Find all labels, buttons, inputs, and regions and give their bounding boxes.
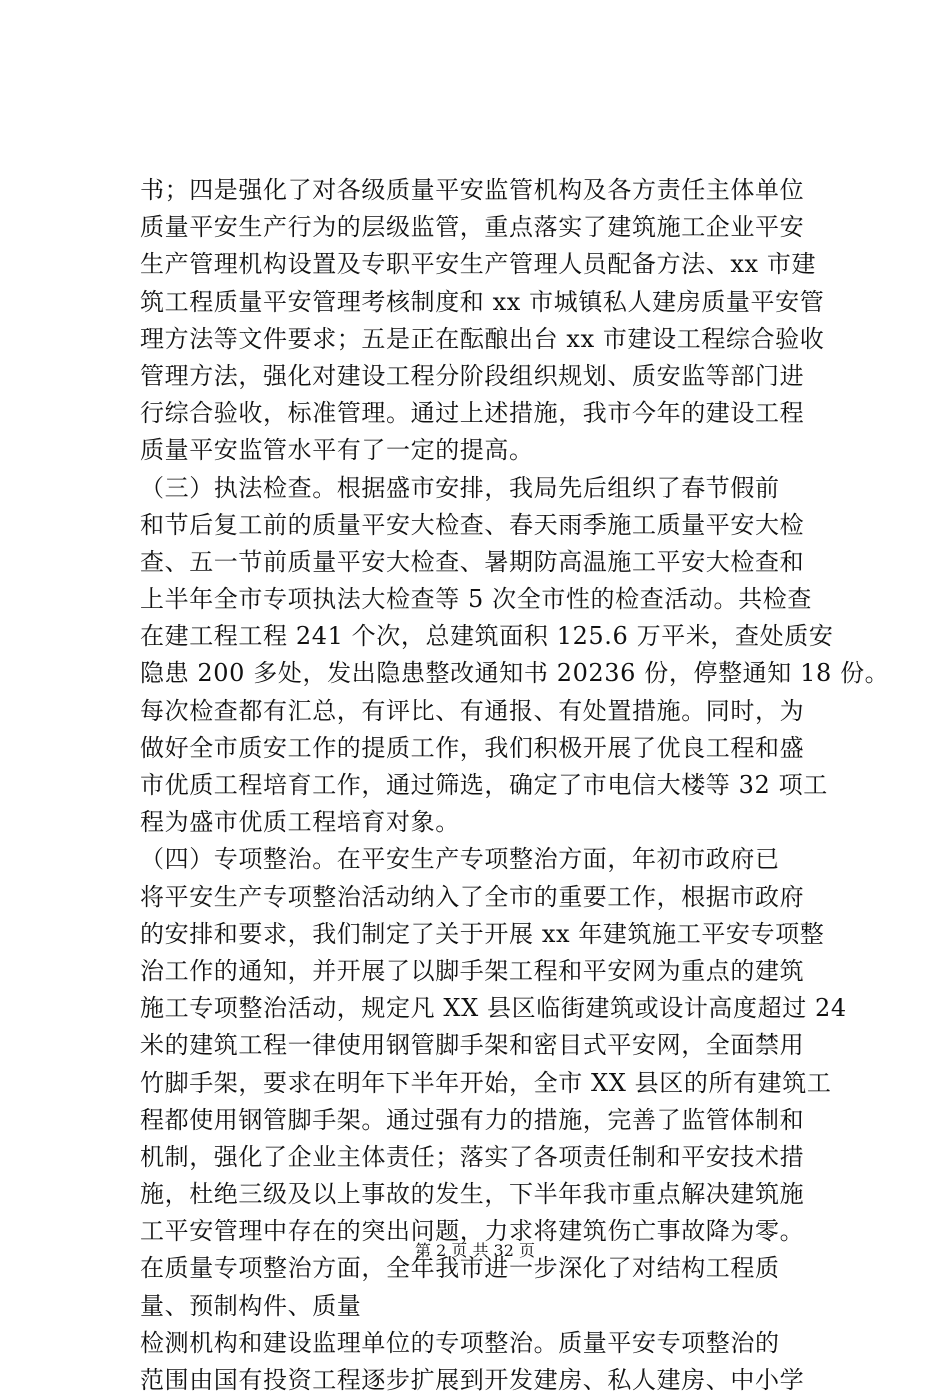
text-line: 上半年全市专项执法大检查等 5 次全市性的检查活动。共检查 — [140, 585, 812, 614]
text-line: 行综合验收，标准管理。通过上述措施，我市今年的建设工程 — [140, 399, 805, 428]
text-line: 工平安管理中存在的突出问题，力求将建筑伤亡事故降为零。 — [140, 1217, 805, 1246]
text-line: 市优质工程培育工作，通过筛选，确定了市电信大楼等 32 项工 — [140, 771, 828, 799]
text-line: 筑工程质量平安管理考核制度和 xx 市城镇私人建房质量平安管 — [140, 287, 825, 316]
text-line: 的安排和要求，我们制定了关于开展 xx 年建筑施工平安专项整 — [140, 919, 825, 948]
text-line: 理方法等文件要求；五是正在酝酿出台 xx 市建设工程综合验收 — [140, 324, 825, 353]
text-line: 在质量专项整治方面，全年我市进一步深化了对结构工程质 — [140, 1254, 780, 1283]
page-footer — [0, 1241, 950, 1261]
text-line: 施工专项整治活动，规定凡 XX 县区临街建筑或设计高度超过 24 — [140, 994, 847, 1023]
text-line: 每次检查都有汇总，有评比、有通报、有处置措施。同时，为 — [140, 696, 805, 725]
text-line: 做好全市质安工作的提质工作，我们积极开展了优良工程和盛 — [140, 733, 805, 762]
text-line: 范围由国有投资工程逐步扩展到开发建房、私人建房、中小学 — [140, 1366, 805, 1394]
text-line: （三）执法检查。根据盛市安排，我局先后组织了春节假前 — [140, 473, 780, 502]
text-line: 检测机构和建设监理单位的专项整治。质量平安专项整治的 — [140, 1328, 780, 1357]
text-line: 治工作的通知，并开展了以脚手架工程和平安网为重点的建筑 — [140, 956, 805, 985]
text-line: 在建工程工程 241 个次，总建筑面积 125.6 万平米，查处质安 — [140, 622, 834, 651]
text-line: 将平安生产专项整治活动纳入了全市的重要工作，根据市政府 — [140, 882, 805, 911]
text-line: 量、预制构件、质量 — [140, 1291, 362, 1320]
body-text — [140, 172, 890, 1399]
text-line: 程为盛市优质工程培育对象。 — [140, 808, 460, 837]
text-line: 施，杜绝三级及以上事故的发生，下半年我市重点解决建筑施 — [140, 1180, 805, 1209]
text-line: 机制，强化了企业主体责任；落实了各项责任制和平安技术措 — [140, 1142, 805, 1171]
text-line: 质量平安监管水平有了一定的提高。 — [140, 436, 534, 465]
text-line: 程都使用钢管脚手架。通过强有力的措施，完善了监管体制和 — [140, 1105, 805, 1134]
text-line: 质量平安生产行为的层级监管，重点落实了建筑施工企业平安 — [140, 213, 805, 242]
text-line: （四）专项整治。在平安生产专项整治方面，年初市政府已 — [140, 845, 780, 874]
text-line: 管理方法，强化对建设工程分阶段组织规划、质安监等部门进 — [140, 361, 805, 390]
text-line: 查、五一节前质量平安大检查、暑期防高温施工平安大检查和 — [140, 547, 805, 576]
text-line: 隐患 200 多处，发出隐患整改通知书 20236 份，停整通知 18 份。 — [140, 659, 890, 688]
text-line: 生产管理机构设置及专职平安生产管理人员配备方法、xx 市建 — [140, 250, 817, 279]
text-line: 竹脚手架，要求在明年下半年开始，全市 XX 县区的所有建筑工 — [140, 1068, 832, 1097]
text-line: 和节后复工前的质量平安大检查、春天雨季施工质量平安大检 — [140, 510, 805, 539]
page-number: 第 2 页 共 32 页 — [415, 1241, 535, 1260]
text-line: 米的建筑工程一律使用钢管脚手架和密目式平安网，全面禁用 — [140, 1031, 805, 1060]
text-line: 书；四是强化了对各级质量平安监管机构及各方责任主体单位 — [140, 176, 805, 204]
